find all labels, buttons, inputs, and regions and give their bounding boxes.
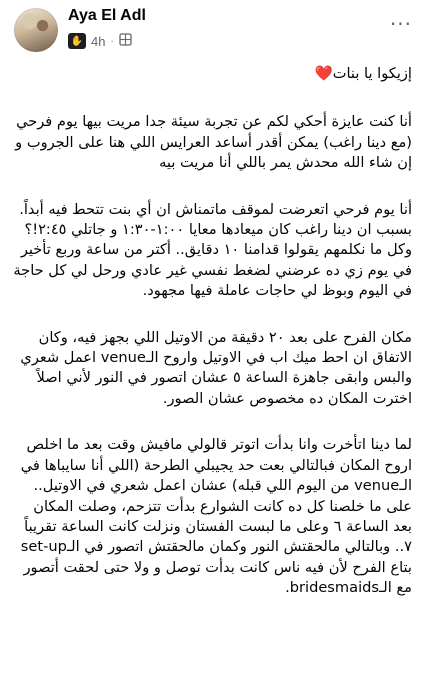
post-body	[10, 64, 412, 599]
post-paragraph-intro: أنا كنت عايزة أحكي لكم عن تجربة سيئة جدا مريت بيها يوم فرحي (مع دينا راغب) يمكن أقدر أساعد العرايس اللي هنا على الجروب و إن شاء الله محدش يمر باللي أنا مريت بيه	[15, 113, 412, 172]
group-privacy-icon	[119, 33, 132, 46]
post-paragraph-delay: أنا يوم فرحي اتعرضت لموقف ماتمناش ان أي بنت تتحط فيه أبداً. بسبب ان دينا راغب كان ميعادها معايا ١:٠٠-١:٣٠ و جاتلي ٢:٤٥!؟ وكل ما نكلمهم يقولوا قدامنا ١٠ دقايق.. أكتر من ساعة وربع تأخير في يوم زي ده عرضني لضغط نفسي غير عادي ورحل لي كل حاجة في اليوم وبوظ لي حاجات عاملة فيها مجهود.	[13, 200, 412, 300]
post-paragraph-outcome: لما دينا اتأخرت وانا بدأت اتوتر قالولي مافيش وقت بعد ما اخلص اروح المكان فبالتالي بعت حد يجيبلي الطرحة (اللي أنا سايباها في الـvenue من اليوم اللي قبله) عشان اعمل شعري في الاوتيل.. على ما خلصنا كل ده كانت الشوارع بدأت تتزحم، وصلت المكان بعد الساعة ٦ وعلى ما لبست الفستان ونزلت كانت الساعة تقريباً ٧.. وبالتالي مالحقتش النور وكمان مالحقتش اتصور في الـset-up بتاع الفرح لأن فيه ناس كانت بدأت توصل و ولا حتى لحقت أتصور مع الـbridesmaids.	[20, 436, 412, 597]
post-paragraph-greeting: إزيكوا يا بنات❤️	[314, 65, 412, 82]
post-header	[0, 0, 426, 62]
post-time[interactable]: 4h	[91, 33, 106, 49]
more-options-icon[interactable]: ···	[389, 12, 412, 36]
post-meta	[68, 33, 132, 49]
separator-dot: ·	[110, 35, 114, 47]
privacy-icon[interactable]	[119, 33, 132, 49]
hand-wave-icon: ✋	[68, 33, 86, 49]
author-avatar[interactable]	[14, 8, 58, 52]
post-paragraph-venue: مكان الفرح على بعد ٢٠ دقيقة من الاوتيل اللي بجهز فيه، وكان الاتفاق ان احط ميك اب في الاوتيل واروح الـvenue اعمل شعري والبس وابقى جاهزة الساعة ٥ عشان اتصور في النور لأني اصلاً اخترت المكان ده مخصوص عشان الصور.	[20, 328, 412, 407]
author-name[interactable]: Aya El Adl	[68, 7, 146, 24]
